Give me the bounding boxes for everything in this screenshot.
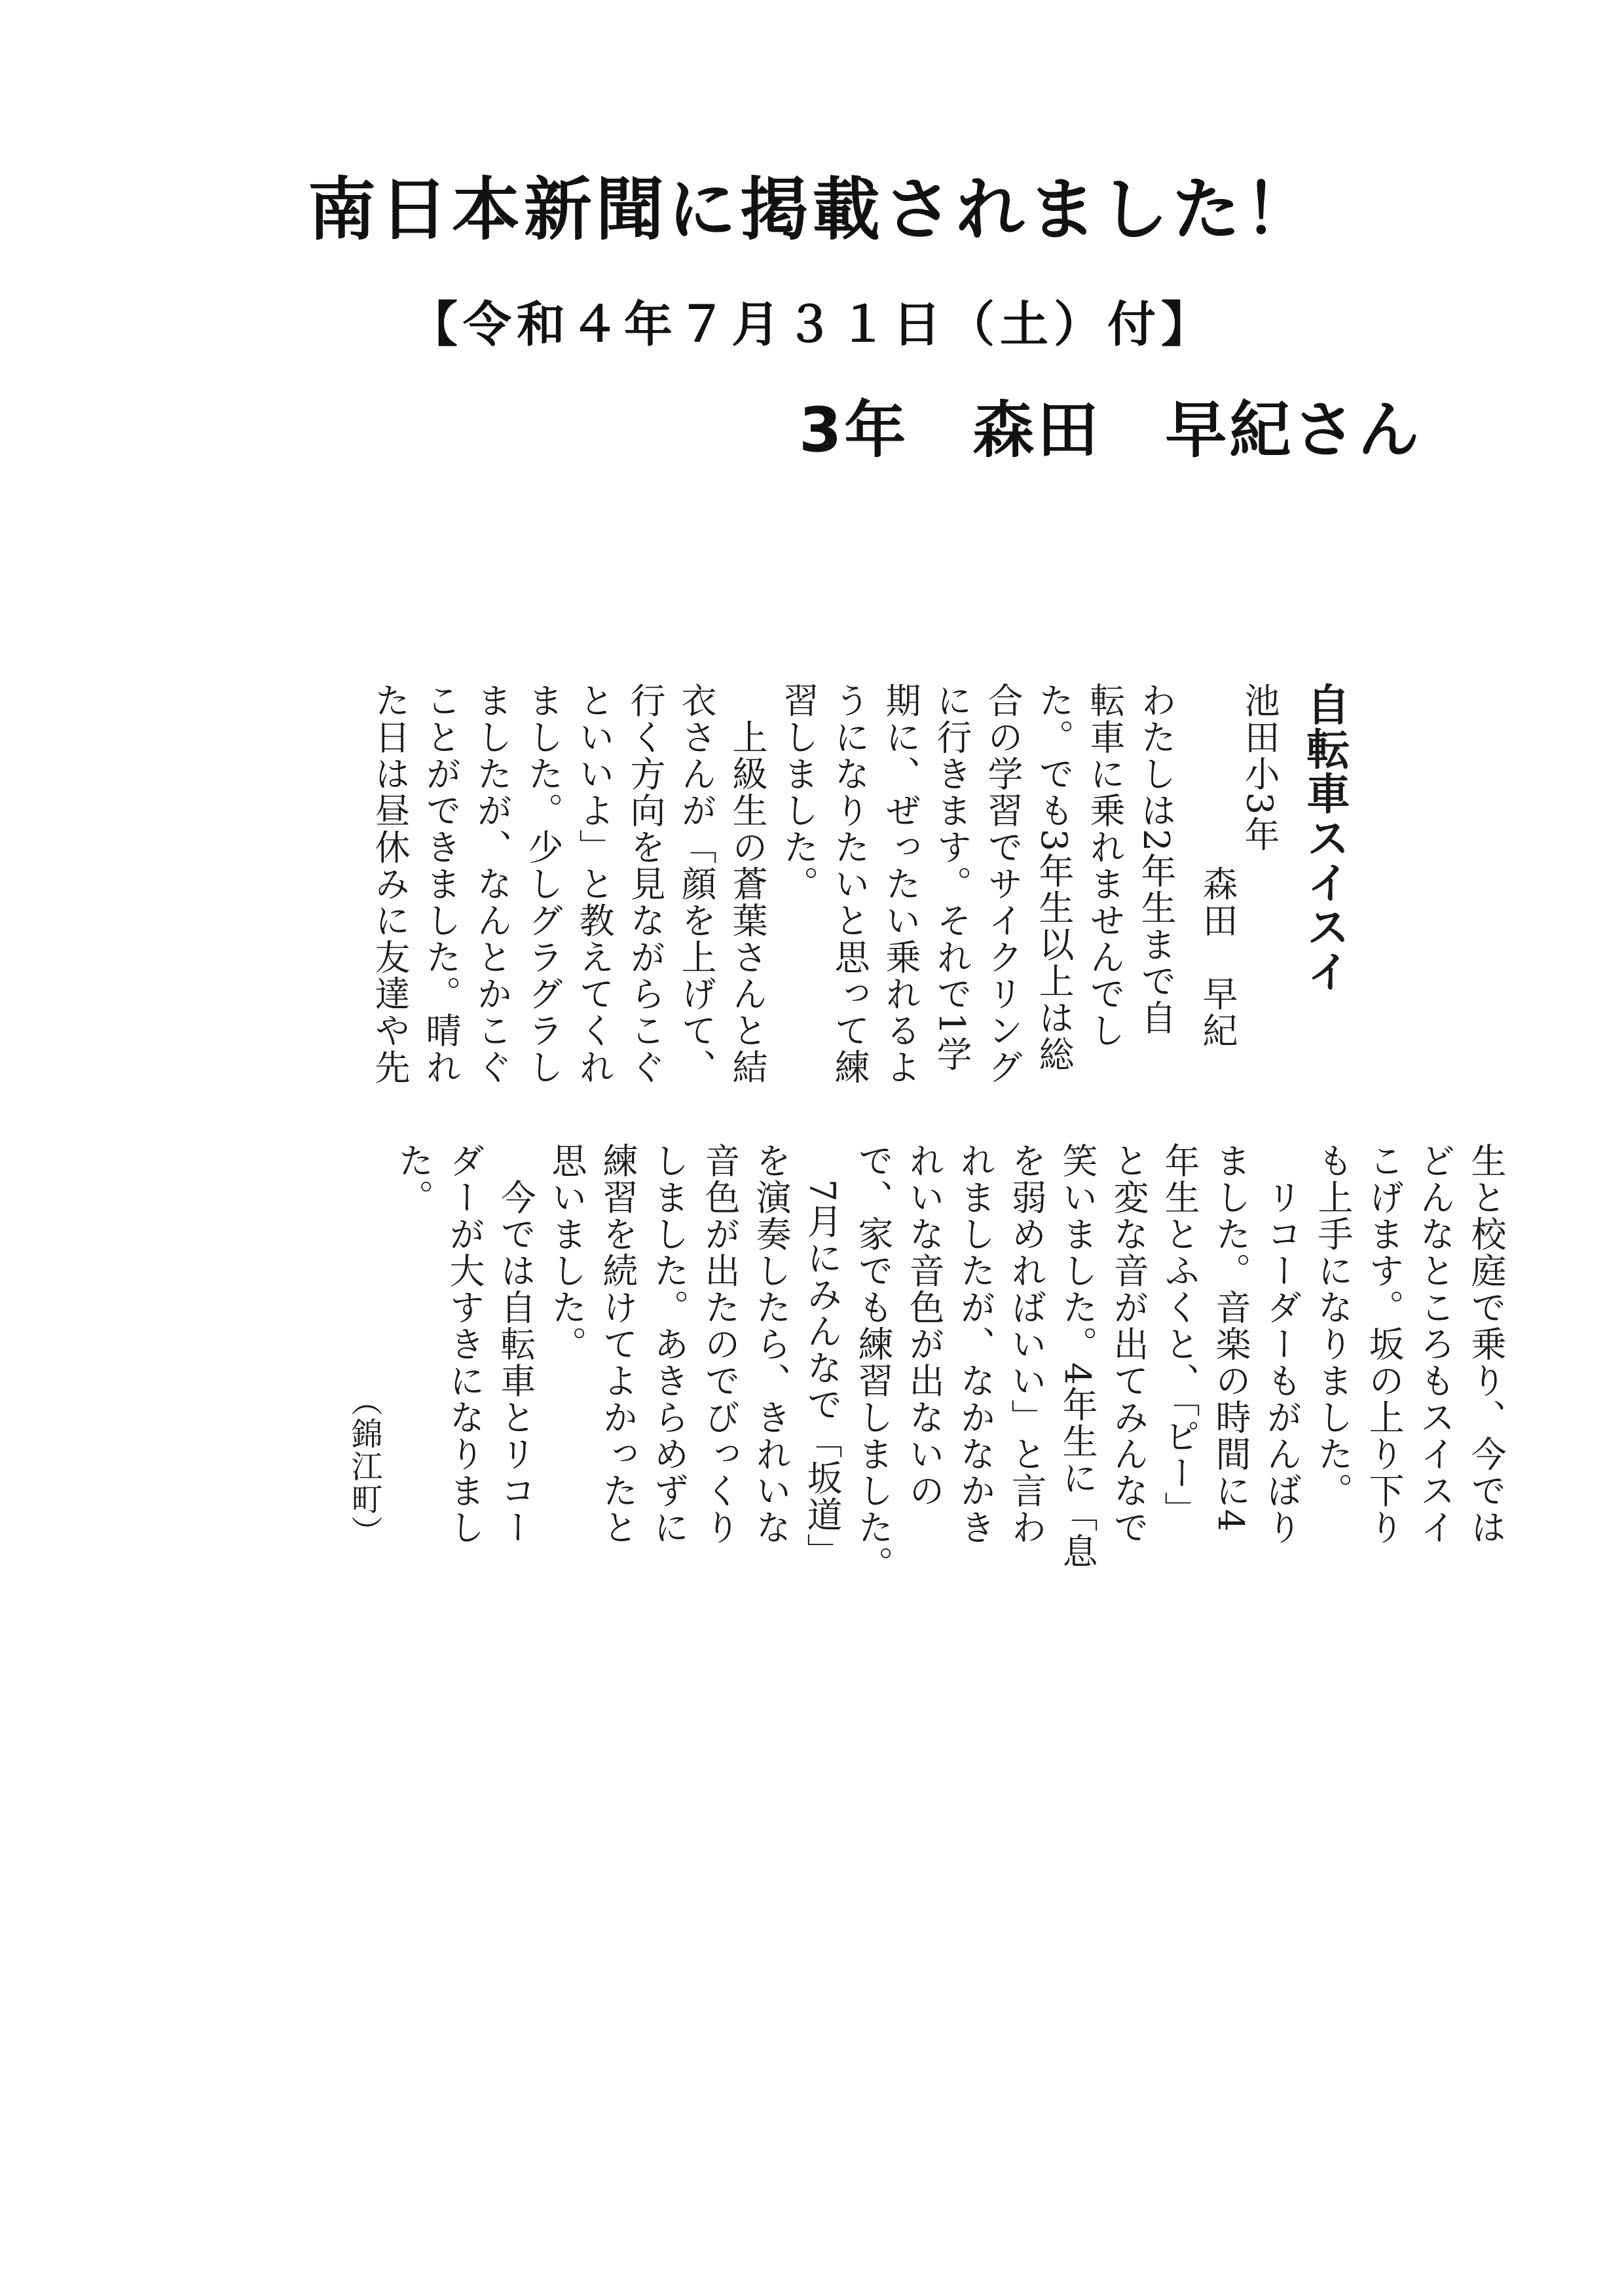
article-column: 合の学習でサイクリング (982, 682, 1024, 1085)
article-column: た。 (393, 1142, 434, 1216)
article-column: 年生とふくと、「ピー」 (1159, 1142, 1200, 1528)
article-column: 音色が出たのでびっくり (699, 1142, 741, 1546)
article-location: （錦江町） (346, 1385, 382, 1548)
article-column: と変な音が出てみんなで (1108, 1142, 1149, 1546)
article-column: しました。あきらめずに (648, 1142, 690, 1546)
article-column: うになりたいと思って練 (829, 682, 870, 1085)
article-column: を演奏したら、きれいな (750, 1142, 792, 1546)
publication-date: 【令和４年７月３１日（土）付】 (409, 297, 1215, 353)
article-column: れましたが、なかなかき (955, 1142, 996, 1546)
article-column: 笑いました。4年生に「息 (1057, 1142, 1098, 1570)
article-column: 7月にみんなで「坂道」 (802, 1142, 843, 1570)
article-column: 期に、ぜったい乗れるよ (880, 682, 921, 1085)
article-author: 森田 早紀 (1197, 866, 1238, 1049)
article-column: 練習を続けてよかったと (597, 1142, 638, 1546)
article-column: わたしは2年生まで自 (1135, 682, 1177, 1036)
article-column: た。でも3年生以上は総 (1033, 682, 1075, 1073)
article-column: ました。音楽の時間に4 (1210, 1142, 1251, 1533)
article-lower-block (161, 1142, 1507, 1582)
article-school: 池田小3年 (1239, 682, 1280, 853)
article-column: 上級生の蒼葉さんと結 (727, 682, 768, 1085)
article-column: も上手になりました。 (1312, 1142, 1354, 1509)
article-title: 自転車スイスイ (1299, 682, 1350, 994)
article-column: れいな音色が出ないの (904, 1142, 945, 1509)
article-column: ダーが大すきになりまし (444, 1142, 485, 1546)
article-column: 転車に乗れませんでし (1084, 682, 1126, 1049)
article-upper-block (161, 682, 1350, 1113)
headline: 南日本新聞に掲載されました！ (307, 170, 1316, 249)
article-column: 行く方向を見ながらこぐ (625, 682, 666, 1085)
article-column: ことができました。晴れ (420, 682, 462, 1085)
article-column: 生と校庭で乗り、今では (1466, 1142, 1507, 1546)
article-column: リコーダーもがんばり (1261, 1142, 1302, 1546)
article-column: どんなところもスイスイ (1414, 1142, 1456, 1546)
article-column: といいよ」と教えてくれ (574, 682, 615, 1085)
article-column: を弱めればいい」と言わ (1006, 1142, 1047, 1546)
article-column: 今では自転車とリコー (495, 1142, 536, 1546)
article-column: 思いました。 (546, 1142, 587, 1362)
student-byline: 3年 森田 早紀さん (799, 395, 1422, 466)
article-column: 習しました。 (778, 682, 819, 902)
article-column: ましたが、なんとかこぐ (471, 682, 513, 1085)
article-column: 衣さんが「顔を上げて、 (676, 682, 717, 1085)
article-column: こげます。坂の上り下り (1363, 1142, 1405, 1546)
article-column: に行きます。それで1学 (931, 682, 972, 1073)
article-column: ました。少しグラグラし (523, 682, 564, 1085)
article-column: た日は昼休みに友達や先 (369, 682, 411, 1085)
article-column: で、家でも練習しました。 (853, 1142, 894, 1582)
